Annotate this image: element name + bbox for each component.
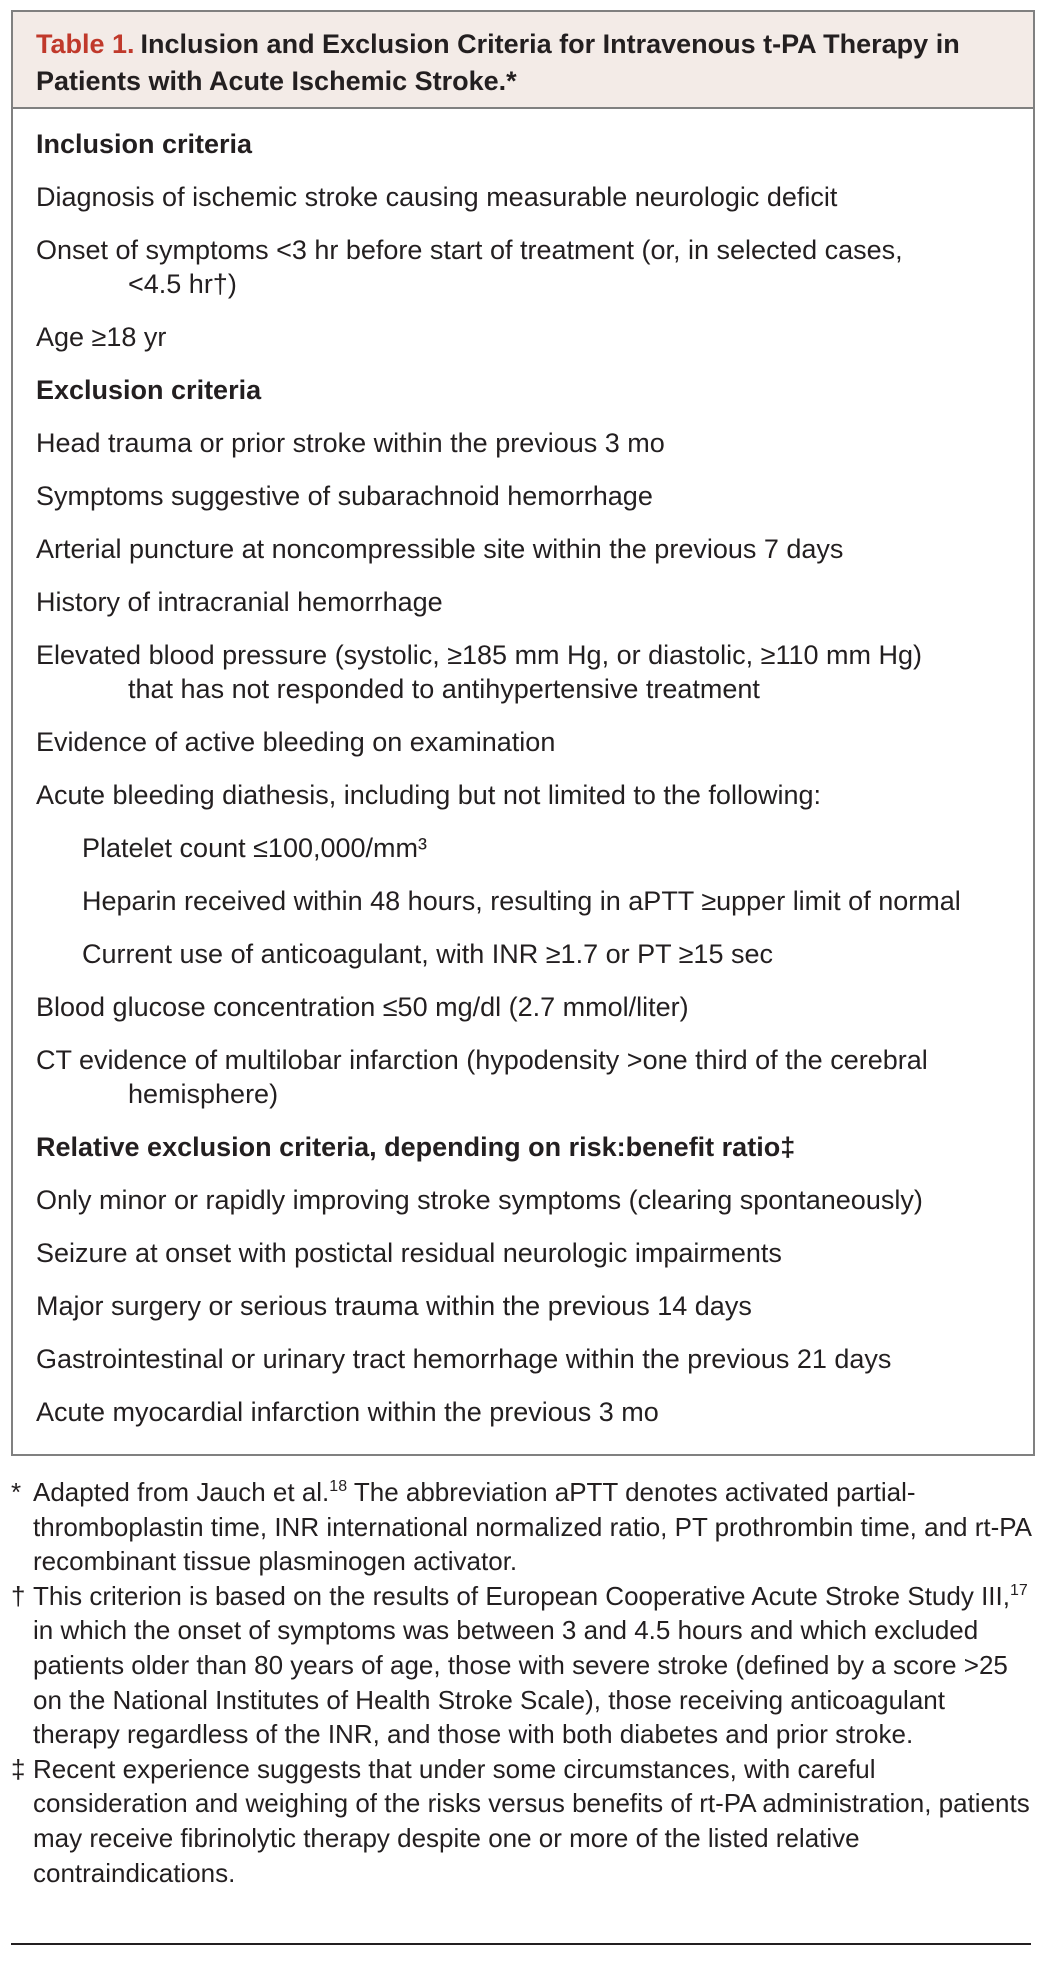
inclusion-item: Diagnosis of ischemic stroke causing measurable neurologic deficit <box>36 182 838 212</box>
inclusion-item-continuation: <4.5 hr†) <box>128 269 237 299</box>
bottom-rule <box>11 1943 1031 1945</box>
inclusion-heading: Inclusion criteria <box>36 129 253 159</box>
exclusion-subitem: Heparin received within 48 hours, resulting in aPTT ≥upper limit of normal <box>82 886 961 916</box>
footnote-text: Recent experience suggests that under some circumstances, with careful consideration and weighing of the risks versus benefits of rt-PA administration, patients may receive fibrinolytic therapy despite one or more of the listed relative contraindications. <box>33 1753 1030 1888</box>
footnote-symbol: * <box>11 1477 22 1507</box>
footnote <box>11 1579 1031 1752</box>
inclusion-item: Age ≥18 yr <box>36 322 167 352</box>
exclusion-item: Evidence of active bleeding on examination <box>36 727 556 757</box>
table-title <box>36 26 1013 100</box>
inclusion-item-line: Onset of symptoms <3 hr before start of treatment (or, in selected cases, <box>36 235 903 265</box>
inclusion-item <box>36 233 1015 301</box>
exclusion-item-line: Elevated blood pressure (systolic, ≥185 mm Hg, or diastolic, ≥110 mm Hg) <box>36 640 922 670</box>
table-header <box>13 12 1033 109</box>
footnote-text: Adapted from Jauch et al. <box>33 1477 330 1507</box>
relative-exclusion-item: Acute myocardial infarction within the previous 3 mo <box>36 1397 659 1427</box>
relative-exclusion-item: Major surgery or serious trauma within the previous 14 days <box>36 1291 752 1321</box>
exclusion-item-continuation: hemisphere) <box>128 1079 279 1109</box>
table-title-text: Inclusion and Exclusion Criteria for Intravenous t-PA Therapy in Patients with Acute Ischemic Stroke.* <box>36 29 960 96</box>
relative-exclusion-heading: Relative exclusion criteria, depending on risk:benefit ratio‡ <box>36 1132 796 1162</box>
exclusion-subitem: Current use of anticoagulant, with INR ≥1.7 or PT ≥15 sec <box>82 939 773 969</box>
footnote-symbol: † <box>11 1580 26 1611</box>
exclusion-item: History of intracranial hemorrhage <box>36 587 443 617</box>
footnote-text: in which the onset of symptoms was between 3 and 4.5 hours and which excluded patients older than 80 years of age, those with severe stroke (defined by a score >25 on the National Institutes of Health Stroke Scale), those receiving anticoagulant therapy regardless of the INR, and those with both diabetes and prior stroke. <box>33 1615 1008 1750</box>
footnote <box>11 1752 1031 1890</box>
exclusion-subitem: Platelet count ≤100,000/mm³ <box>82 833 428 863</box>
exclusion-item-line: CT evidence of multilobar infarction (hypodensity >one third of the cerebral <box>36 1045 928 1075</box>
table-footnotes <box>11 1475 1031 1890</box>
exclusion-item: Arterial puncture at noncompressible site within the previous 7 days <box>36 534 844 564</box>
exclusion-heading: Exclusion criteria <box>36 375 262 405</box>
footnote-reference: 17 <box>1009 1581 1028 1599</box>
exclusion-item: Acute bleeding diathesis, including but not limited to the following: <box>36 780 821 810</box>
footnote-reference: 18 <box>329 1478 348 1495</box>
relative-exclusion-item: Only minor or rapidly improving stroke symptoms (clearing spontaneously) <box>36 1185 923 1215</box>
footnote-text: The abbreviation aPTT denotes activated partial-thromboplastin time, INR international normalized ratio, PT prothrombin time, and rt-PA recombinant tissue plasminogen activator. <box>33 1477 1031 1577</box>
exclusion-item-continuation: that has not responded to antihypertensive treatment <box>128 674 760 704</box>
relative-exclusion-item: Gastrointestinal or urinary tract hemorrhage within the previous 21 days <box>36 1344 892 1374</box>
table-label: Table 1. <box>36 29 135 59</box>
table-body <box>13 109 1033 1429</box>
relative-exclusion-item: Seizure at onset with postictal residual neurologic impairments <box>36 1238 782 1268</box>
exclusion-item <box>36 638 1015 706</box>
exclusion-item: Head trauma or prior stroke within the previous 3 mo <box>36 428 665 458</box>
footnote-symbol: ‡ <box>11 1753 26 1784</box>
footnote-text: This criterion is based on the results of European Cooperative Acute Stroke Study III, <box>33 1580 1010 1611</box>
footnote <box>11 1475 1031 1579</box>
exclusion-item: Blood glucose concentration ≤50 mg/dl (2.7 mmol/liter) <box>36 992 689 1022</box>
criteria-table <box>11 10 1035 1456</box>
exclusion-item <box>36 1043 1015 1111</box>
exclusion-item: Symptoms suggestive of subarachnoid hemorrhage <box>36 481 653 511</box>
